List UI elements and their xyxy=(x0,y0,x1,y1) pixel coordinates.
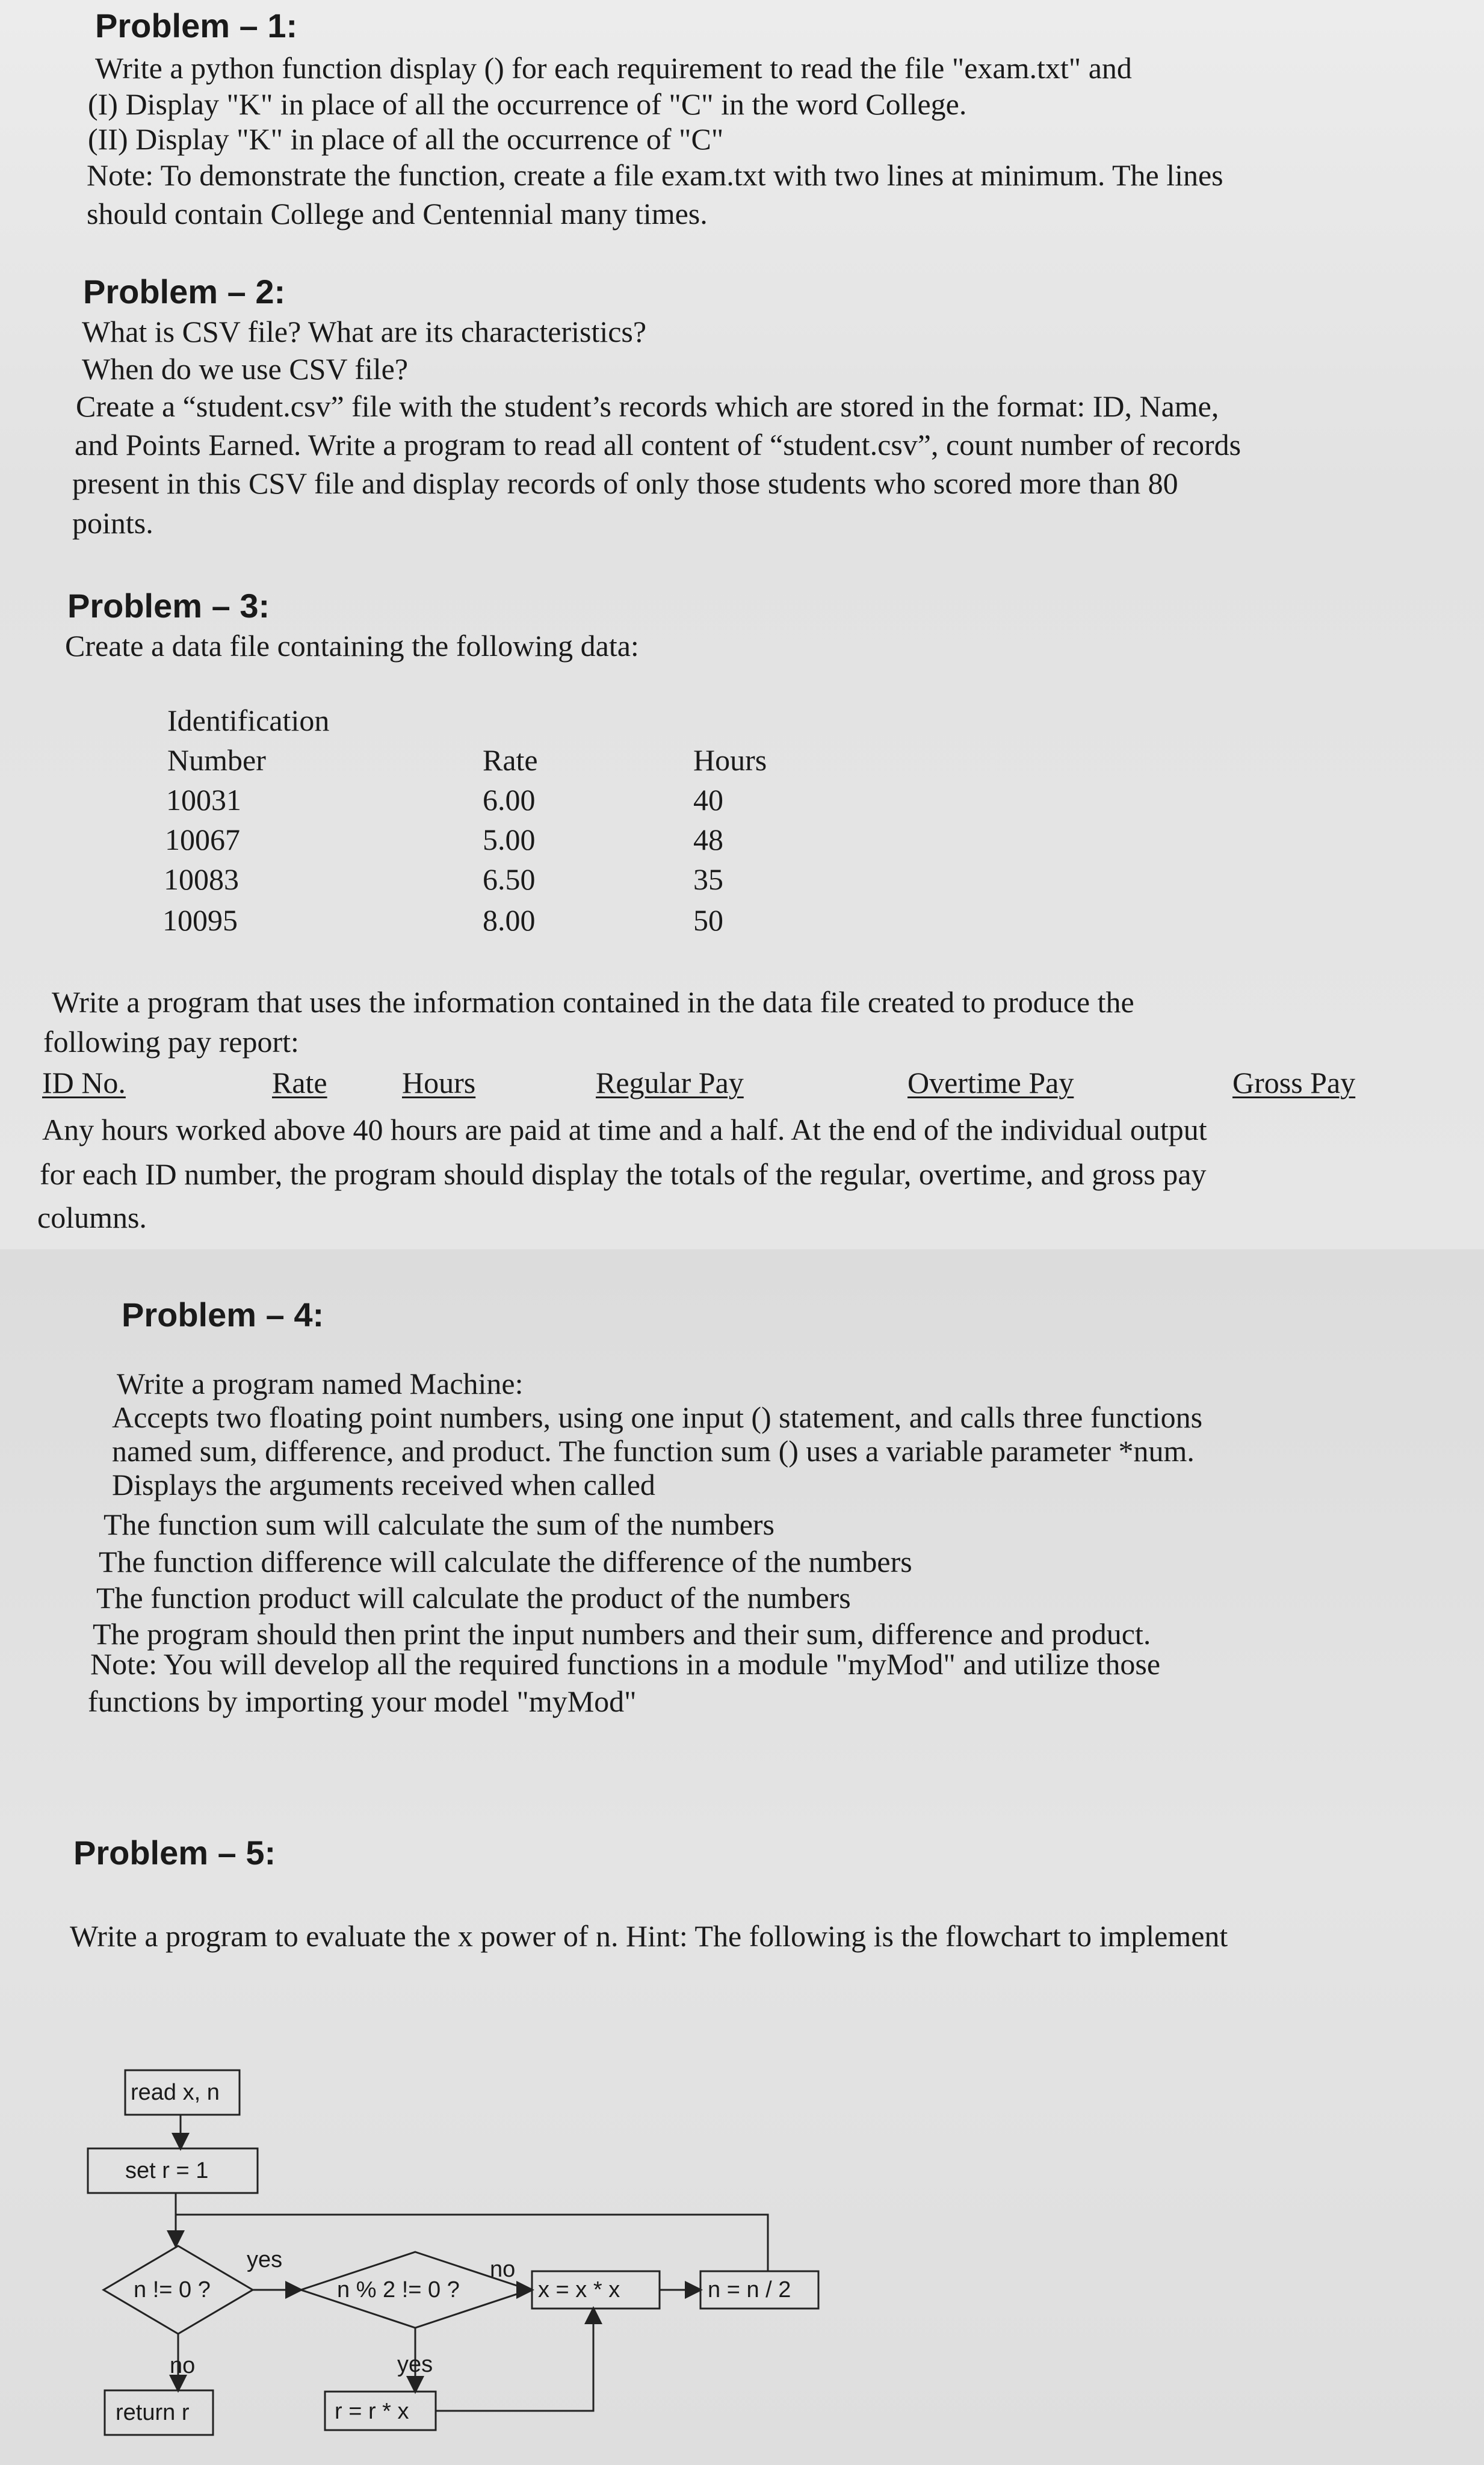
table-cell: 50 xyxy=(693,903,723,937)
problem-4-line: Accepts two floating point numbers, using one input () statement, and calls three functions xyxy=(112,1400,1203,1434)
cond1-no-label: no xyxy=(170,2353,196,2378)
table-header-hours: Hours xyxy=(693,743,767,777)
table-cell: 10095 xyxy=(162,903,238,937)
cond2-no-label: no xyxy=(490,2257,516,2282)
set-r-label: set r = 1 xyxy=(125,2158,209,2183)
problem-3-line: for each ID number, the program should display the totals of the regular, overtime, and gross pay xyxy=(40,1157,1207,1191)
cond2-yes-label: yes xyxy=(397,2352,433,2377)
problem-4-line: Displays the arguments received when called xyxy=(112,1468,655,1502)
report-col-regular-pay: Regular Pay xyxy=(596,1066,744,1100)
table-header-rate: Rate xyxy=(483,743,538,777)
problem-3-heading: Problem – 3: xyxy=(67,587,270,625)
problem-2-heading: Problem – 2: xyxy=(83,273,286,311)
problem-1-line: Note: To demonstrate the function, create a file exam.txt with two lines at minimum. The lines xyxy=(87,158,1223,192)
problem-2-line: What is CSV file? What are its characteristics? xyxy=(82,315,647,348)
problem-1-line: should contain College and Centennial many times. xyxy=(87,197,708,230)
table-cell: 6.00 xyxy=(483,783,536,817)
problem-3-line: Any hours worked above 40 hours are paid at time and a half. At the end of the individual output xyxy=(42,1113,1207,1146)
problem-3-line: following pay report: xyxy=(43,1025,299,1059)
problem-4-line: Write a program named Machine: xyxy=(117,1367,524,1400)
r-times-x-label: r = r * x xyxy=(335,2399,409,2424)
problem-4-line: The program should then print the input numbers and their sum, difference and product. xyxy=(93,1617,1151,1651)
problem-1-line: (I) Display "K" in place of all the occurrence of "C" in the word College. xyxy=(88,87,967,121)
problem-1-heading: Problem – 1: xyxy=(95,7,298,45)
problem-2-line: and Points Earned. Write a program to read all content of “student.csv”, count number of records xyxy=(75,428,1241,462)
problem-4-line: The function difference will calculate the difference of the numbers xyxy=(99,1545,912,1579)
table-cell: 5.00 xyxy=(483,823,536,856)
problem-3-line: Write a program that uses the information contained in the data file created to produce the xyxy=(52,985,1134,1019)
table-header-id-line1: Identification xyxy=(167,704,330,737)
problem-3-line: columns. xyxy=(37,1201,147,1234)
table-cell: 48 xyxy=(693,823,723,856)
cond2-label: n % 2 != 0 ? xyxy=(337,2277,460,2303)
read-input-label: read x, n xyxy=(131,2080,220,2105)
cond1-yes-label: yes xyxy=(247,2247,283,2272)
table-cell: 35 xyxy=(693,862,723,896)
problem-2-line: Create a “student.csv” file with the student’s records which are stored in the format: ID, Name, xyxy=(76,389,1219,423)
table-cell: 6.50 xyxy=(483,862,536,896)
problem-2-line: points. xyxy=(72,506,153,540)
problem-4-line: named sum, difference, and product. The function sum () uses a variable parameter *num. xyxy=(112,1434,1195,1468)
table-cell: 10031 xyxy=(166,783,241,817)
problem-4-line: The function product will calculate the product of the numbers xyxy=(96,1581,851,1615)
problem-1-line: (II) Display "K" in place of all the occurrence of "C" xyxy=(88,122,724,156)
problem-4-heading: Problem – 4: xyxy=(122,1296,324,1334)
report-col-id: ID No. xyxy=(42,1066,126,1100)
report-col-overtime-pay: Overtime Pay xyxy=(907,1066,1074,1100)
report-col-gross-pay: Gross Pay xyxy=(1232,1066,1356,1100)
table-cell: 10083 xyxy=(164,862,239,896)
return-r-label: return r xyxy=(116,2400,190,2425)
problem-4-line: Note: You will develop all the required functions in a module "myMod" and utilize those xyxy=(90,1647,1161,1681)
problem-1-line: Write a python function display () for each requirement to read the file "exam.txt" and xyxy=(95,51,1132,85)
problem-4-line: The function sum will calculate the sum of the numbers xyxy=(104,1508,774,1541)
table-cell: 10067 xyxy=(165,823,240,856)
problem-4-line: functions by importing your model "myMod" xyxy=(88,1684,637,1718)
x-squared-label: x = x * x xyxy=(538,2277,620,2303)
problem-5-intro: Write a program to evaluate the x power of n. Hint: The following is the flowchart to implement xyxy=(70,1919,1228,1953)
report-col-hours: Hours xyxy=(402,1066,476,1100)
cond1-label: n != 0 ? xyxy=(134,2277,211,2303)
problem-2-line: present in this CSV file and display records of only those students who scored more than 80 xyxy=(72,466,1178,500)
problem-2-line: When do we use CSV file? xyxy=(82,352,409,386)
problem-3-intro: Create a data file containing the following data: xyxy=(65,629,639,663)
table-header-number: Number xyxy=(167,743,266,777)
table-cell: 40 xyxy=(693,783,723,817)
report-col-rate: Rate xyxy=(272,1066,327,1100)
problem-5-heading: Problem – 5: xyxy=(73,1834,276,1872)
n-half-label: n = n / 2 xyxy=(708,2277,791,2303)
table-cell: 8.00 xyxy=(483,903,536,937)
